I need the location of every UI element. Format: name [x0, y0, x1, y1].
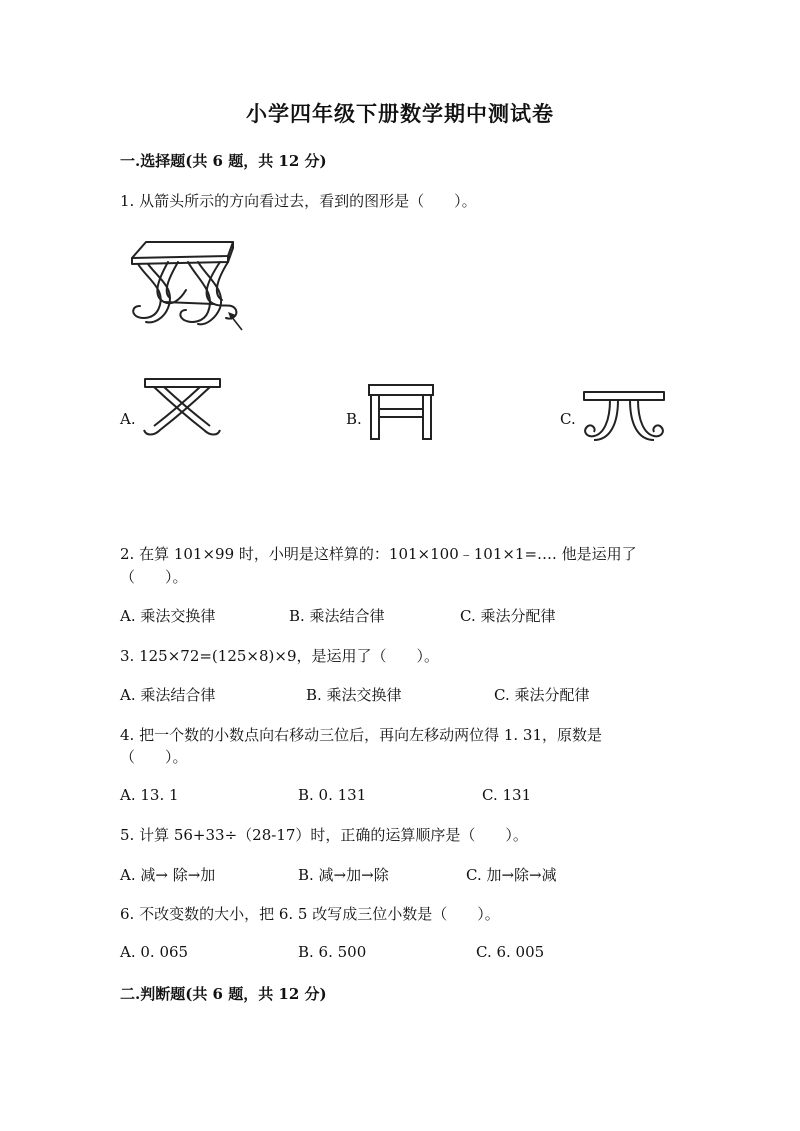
- question-4-line-1: 4. 把一个数的小数点向右移动三位后，再向左移动两位得 1. 31，原数是: [120, 726, 603, 744]
- question-2-line-1: 2. 在算 101×99 时，小明是这样算的：101×100﹣101×1=…. 他是运用了: [120, 545, 637, 563]
- page-title: 小学四年级下册数学期中测试卷: [246, 101, 554, 126]
- q5-option-b: B. 减→加→除: [298, 866, 389, 884]
- question-2-line-2: （ ）。: [120, 568, 188, 586]
- q4-option-b: B. 0. 131: [298, 786, 367, 804]
- q2-option-b: B. 乘法结合律: [289, 607, 385, 625]
- view-option-a-figure: [140, 376, 225, 446]
- section-heading-choice: 一.选择题(共 6 题，共 12 分): [120, 152, 327, 170]
- q6-option-b: B. 6. 500: [298, 943, 367, 961]
- view-option-c-figure: [580, 390, 670, 445]
- arrow-icon: [228, 312, 242, 330]
- q1-option-b-label: B.: [346, 410, 362, 428]
- stool-figure: [128, 240, 253, 335]
- question-3: 3. 125×72=(125×8)×9，是运用了（ ）。: [120, 647, 439, 665]
- q2-option-c: C. 乘法分配律: [460, 607, 556, 625]
- q2-option-a: A. 乘法交换律: [120, 607, 216, 625]
- q1-option-c-label: C.: [560, 410, 576, 428]
- q1-option-a-label: A.: [120, 410, 136, 428]
- q4-option-c: C. 131: [482, 786, 532, 804]
- q3-option-c: C. 乘法分配律: [494, 686, 590, 704]
- q5-option-a: A. 减→ 除→加: [120, 866, 216, 884]
- question-6: 6. 不改变数的大小，把 6. 5 改写成三位小数是（ ）。: [120, 905, 500, 923]
- q6-option-a: A. 0. 065: [120, 943, 189, 961]
- question-4-line-2: （ ）。: [120, 748, 188, 766]
- q3-option-b: B. 乘法交换律: [306, 686, 402, 704]
- q6-option-c: C. 6. 005: [476, 943, 545, 961]
- q3-option-a: A. 乘法结合律: [120, 686, 216, 704]
- question-1: 1. 从箭头所示的方向看过去，看到的图形是（ ）。: [120, 192, 477, 210]
- view-option-b-figure: [366, 383, 436, 443]
- q5-option-c: C. 加→除→减: [466, 866, 557, 884]
- section-heading-judgement: 二.判断题(共 6 题，共 12 分): [120, 985, 327, 1003]
- question-5: 5. 计算 56+33÷（28-17）时，正确的运算顺序是（ ）。: [120, 826, 528, 844]
- q4-option-a: A. 13. 1: [120, 786, 179, 804]
